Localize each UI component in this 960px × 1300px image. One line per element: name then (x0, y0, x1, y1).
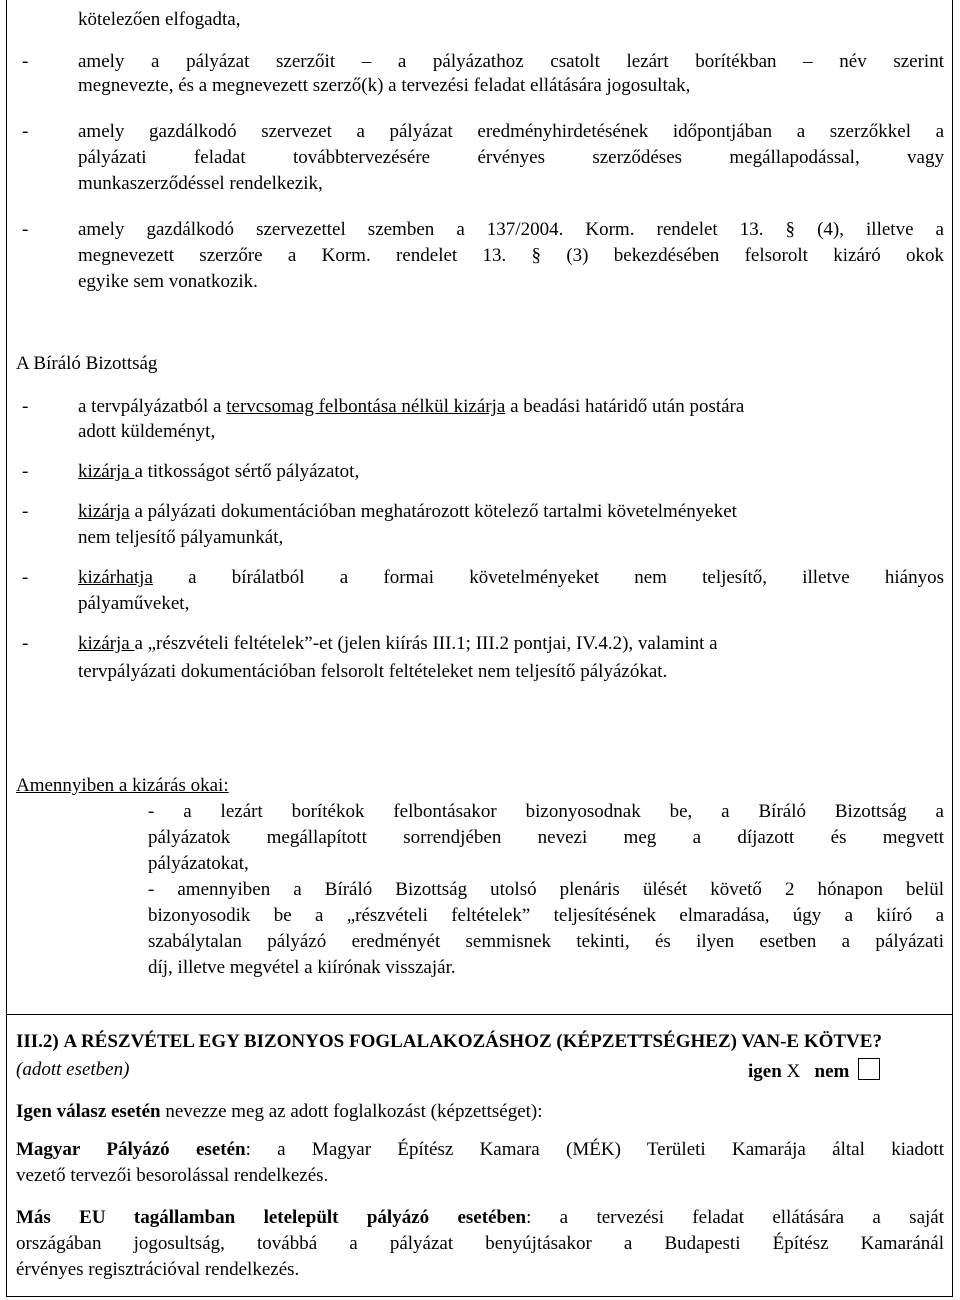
committee-item3-l1: kizárja a pályázati dokumentációban meghatározott kötelező tartalmi követelményeket (78, 501, 737, 522)
list1-item3-l2: megnevezett szerzőre a Korm. rendelet 13. § (3) bekezdésében felsorolt kizáró okok (78, 245, 944, 266)
exclusion-l3: pályázatokat, (148, 853, 249, 874)
list1-item3-l1: amely gazdálkodó szervezettel szemben a 137/2004. Korm. rendelet 13. § (4), illetve a (78, 219, 944, 240)
list1-item1-l1: amely a pályázat szerzőit – a pályázathoz csatolt lezárt borítékban – név szerint (78, 51, 944, 72)
yes-instruction: Igen válasz esetén nevezze meg az adott foglalkozást (képzettséget): (16, 1101, 543, 1122)
section-heading: III.2) A RÉSZVÉTEL EGY BIZONYOS FOGLALAKOZÁSHOZ (KÉPZETTSÉGHEZ) VAN-E KÖTVE? (16, 1031, 882, 1052)
no-checkbox[interactable] (858, 1058, 880, 1080)
dash-6: - (22, 501, 29, 522)
list1-item1-l2: megnevezte, és a megnevezett szerző(k) a tervezési feladat ellátására jogosultak, (78, 75, 691, 96)
dash-4: - (22, 396, 29, 417)
list1-item3-l3: egyike sem vonatkozik. (78, 271, 258, 292)
exclusion-l4: - amennyiben a Bíráló Bizottság utolsó plenáris ülését követő 2 hónapon belül (148, 879, 944, 900)
dash-2: - (22, 121, 29, 142)
exclusion-title: Amennyiben a kizárás okai: (16, 775, 229, 796)
list1-item2-l2: pályázati feladat továbbtervezésére érvényes szerződéses megállapodással, vagy (78, 147, 944, 168)
hungarian-applicant-l1: Magyar Pályázó esetén: a Magyar Építész Kamara (MÉK) Területi Kamarája által kiadott (16, 1139, 944, 1160)
dash-8: - (22, 633, 29, 654)
committee-item5-l2: tervpályázati dokumentációban felsorolt feltételeket nem teljesítő pályázókat. (78, 661, 668, 682)
dash-7: - (22, 567, 29, 588)
committee-item5-l1: kizárja a „részvételi feltételek”-et (jelen kiírás III.1; III.2 pontjai, IV.4.2), valamint a (78, 633, 718, 654)
committee-item1-l1: a tervpályázatból a tervcsomag felbontása nélkül kizárja a beadási határidő után postára (78, 396, 745, 417)
committee-title: A Bíráló Bizottság (16, 353, 158, 374)
eu-applicant-l1: Más EU tagállamban letelepült pályázó esetében: a tervezési feladat ellátására a saját (16, 1207, 944, 1228)
exclusion-l2: pályázatok megállapított sorrendjében nevezi meg a díjazott és megvett (148, 827, 944, 848)
yes-no-choice (748, 1058, 880, 1084)
eu-applicant-l2: országában jogosultság, továbbá a pályázat benyújtásakor a Budapesti Építész Kamaránál (16, 1233, 944, 1254)
exclusion-l7: díj, illetve megvétel a kiírónak visszajár. (148, 957, 456, 978)
list1-item2-l1: amely gazdálkodó szervezet a pályázat eredményhirdetésének időpontjában a szerzőkkel a (78, 121, 944, 142)
dash-1: - (22, 51, 29, 72)
eu-applicant-l3: érvényes regisztrációval rendelkezés. (16, 1259, 300, 1280)
committee-item3-l2: nem teljesítő pályamunkát, (78, 527, 284, 548)
section-subtitle: (adott esetben) (16, 1059, 130, 1080)
list1-item2-l3: munkaszerződéssel rendelkezik, (78, 173, 323, 194)
exclusion-l1: - a lezárt borítékok felbontásakor bizonyosodnak be, a Bíráló Bizottság a (148, 801, 944, 822)
dash-5: - (22, 461, 29, 482)
committee-item4-l2: pályaműveket, (78, 593, 190, 614)
yes-label: igen (748, 1061, 782, 1082)
dash-3: - (22, 219, 29, 240)
committee-item2: kizárja a titkosságot sértő pályázatot, (78, 461, 360, 482)
intro-text: kötelezően elfogadta, (78, 9, 241, 30)
exclusion-l5: bizonyosodik be a „részvételi feltételek” teljesítésének elmaradása, úgy a kiíró a (148, 905, 944, 926)
yes-mark[interactable]: X (786, 1061, 801, 1082)
hungarian-applicant-l2: vezető tervezői besorolással rendelkezés. (16, 1165, 329, 1186)
no-label: nem (814, 1061, 850, 1082)
committee-item1-l2: adott küldeményt, (78, 421, 216, 442)
committee-item4-l1: kizárhatja a bírálatból a formai követelményeket nem teljesítő, illetve hiányos (78, 567, 944, 588)
exclusion-l6: szabálytalan pályázó eredményét semmisnek tekinti, és ilyen esetben a pályázati (148, 931, 944, 952)
